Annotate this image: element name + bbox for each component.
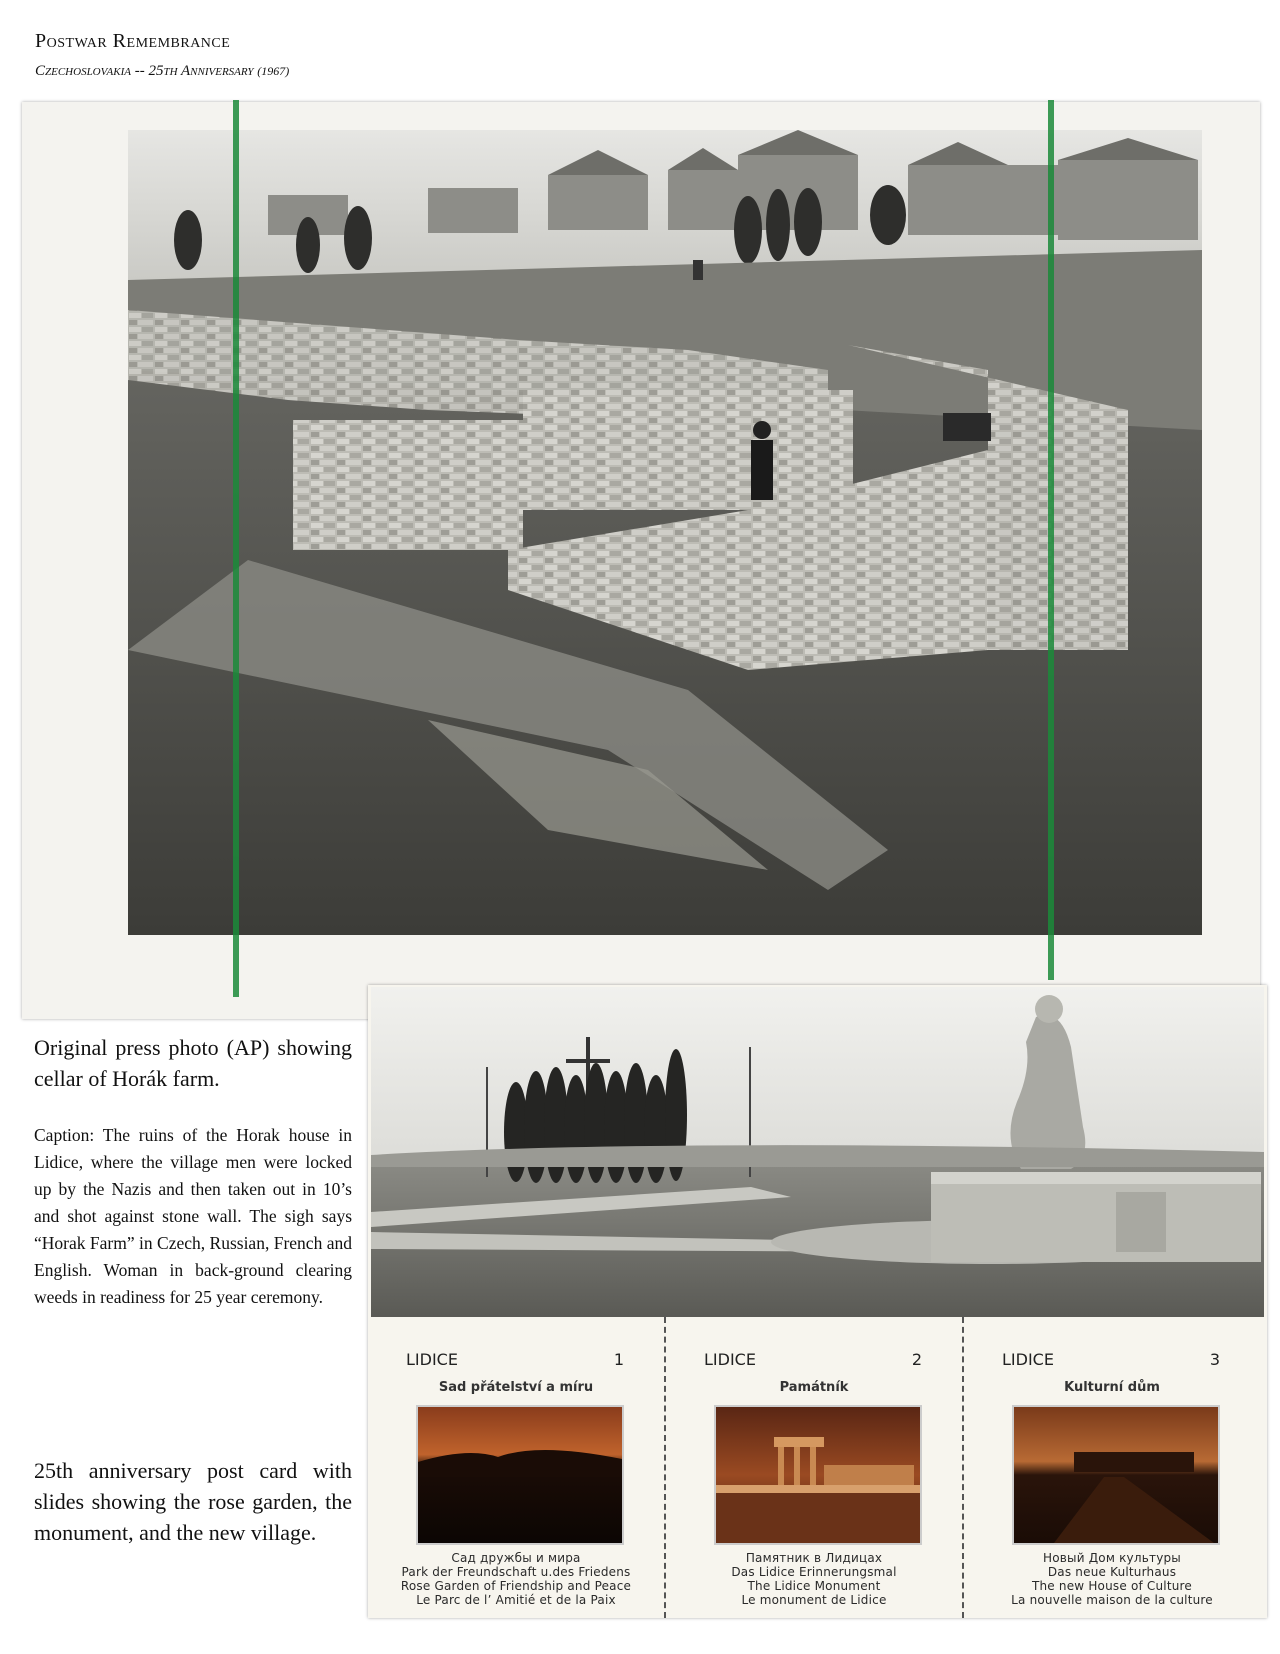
slide-3-name: Kulturní dům	[1064, 1380, 1160, 1395]
slide-1-caption-de: Park der Freundschaft u.des Friedens	[401, 1565, 631, 1579]
slide-2-caption-fr: Le monument de Lidice	[741, 1593, 887, 1607]
slide-3-caption-de: Das neue Kulturhaus	[1047, 1565, 1177, 1579]
green-marker-line-right	[1048, 100, 1054, 980]
slide-3-caption-en: The new House of Culture	[1031, 1579, 1193, 1593]
slide-2-name: Památník	[779, 1380, 849, 1395]
anniversary-postcard	[368, 985, 1267, 1618]
page-subtitle	[35, 63, 289, 80]
slide-3-image-new-village	[1012, 1405, 1220, 1545]
subtitle-main: Czechoslovakia -- 25th Anniversary	[35, 63, 254, 79]
slide-1	[368, 1317, 664, 1618]
slide-1-title: LIDICE	[406, 1350, 458, 1369]
slide-2	[664, 1317, 962, 1618]
press-photo	[128, 130, 1202, 935]
slide-1-image-rose-garden	[416, 1405, 624, 1545]
slide-2-caption-en: The Lidice Monument	[747, 1579, 881, 1593]
slide-3-caption-ru: Новый Дом культуры	[1043, 1551, 1181, 1565]
slide-1-name: Sad přátelství a míru	[438, 1380, 594, 1395]
slide-2-caption-de: Das Lidice Erinnerungsmal	[731, 1565, 897, 1579]
slide-2-number: 2	[911, 1350, 922, 1369]
green-marker-line-left	[233, 100, 239, 997]
press-photo-mount	[22, 102, 1260, 1019]
slide-1-caption-en: Rose Garden of Friendship and Peace	[400, 1579, 632, 1593]
slide-3-title: LIDICE	[1002, 1350, 1054, 1369]
slide-2-captions	[666, 1551, 962, 1607]
page-title: Postwar Remembrance	[35, 30, 231, 52]
slide-2-image-monument	[714, 1405, 922, 1545]
slide-3-number: 3	[1209, 1350, 1220, 1369]
postcard-photo-image	[371, 987, 1264, 1317]
slide-strip	[368, 1317, 1267, 1618]
slide-1-caption-ru: Сад дружбы и мира	[451, 1551, 581, 1565]
press-photo-caption: Caption: The ruins of the Horak house in Lidice, where the village men were locked up by the Nazis and then taken out in 10’s and shot against stone wall. The sigh says “Horak Farm” in Czech, Russian, French and English. Woman in back-ground clearing weeds in readiness for 25 year ceremony.	[34, 1125, 352, 1307]
slide-1-captions	[368, 1551, 664, 1607]
slide-3-captions	[964, 1551, 1260, 1607]
slide-3-caption-fr: La nouvelle maison de la culture	[1011, 1593, 1213, 1607]
postcard-description: 25th anniversary post card with slides showing the rose garden, the monument, and the new village.	[34, 1458, 352, 1545]
slide-2-title: LIDICE	[704, 1350, 756, 1369]
slide-1-caption-fr: Le Parc de l’ Amitié et de la Paix	[416, 1593, 616, 1607]
postcard-photo	[371, 987, 1264, 1317]
slide-2-caption-ru: Памятник в Лидицах	[745, 1551, 883, 1565]
press-photo-description: Original press photo (AP) showing cellar of Horák farm.	[34, 1035, 352, 1091]
slide-1-number: 1	[613, 1350, 624, 1369]
slide-3	[962, 1317, 1260, 1618]
press-photo-image	[128, 130, 1202, 935]
subtitle-year: (1967)	[257, 64, 290, 78]
